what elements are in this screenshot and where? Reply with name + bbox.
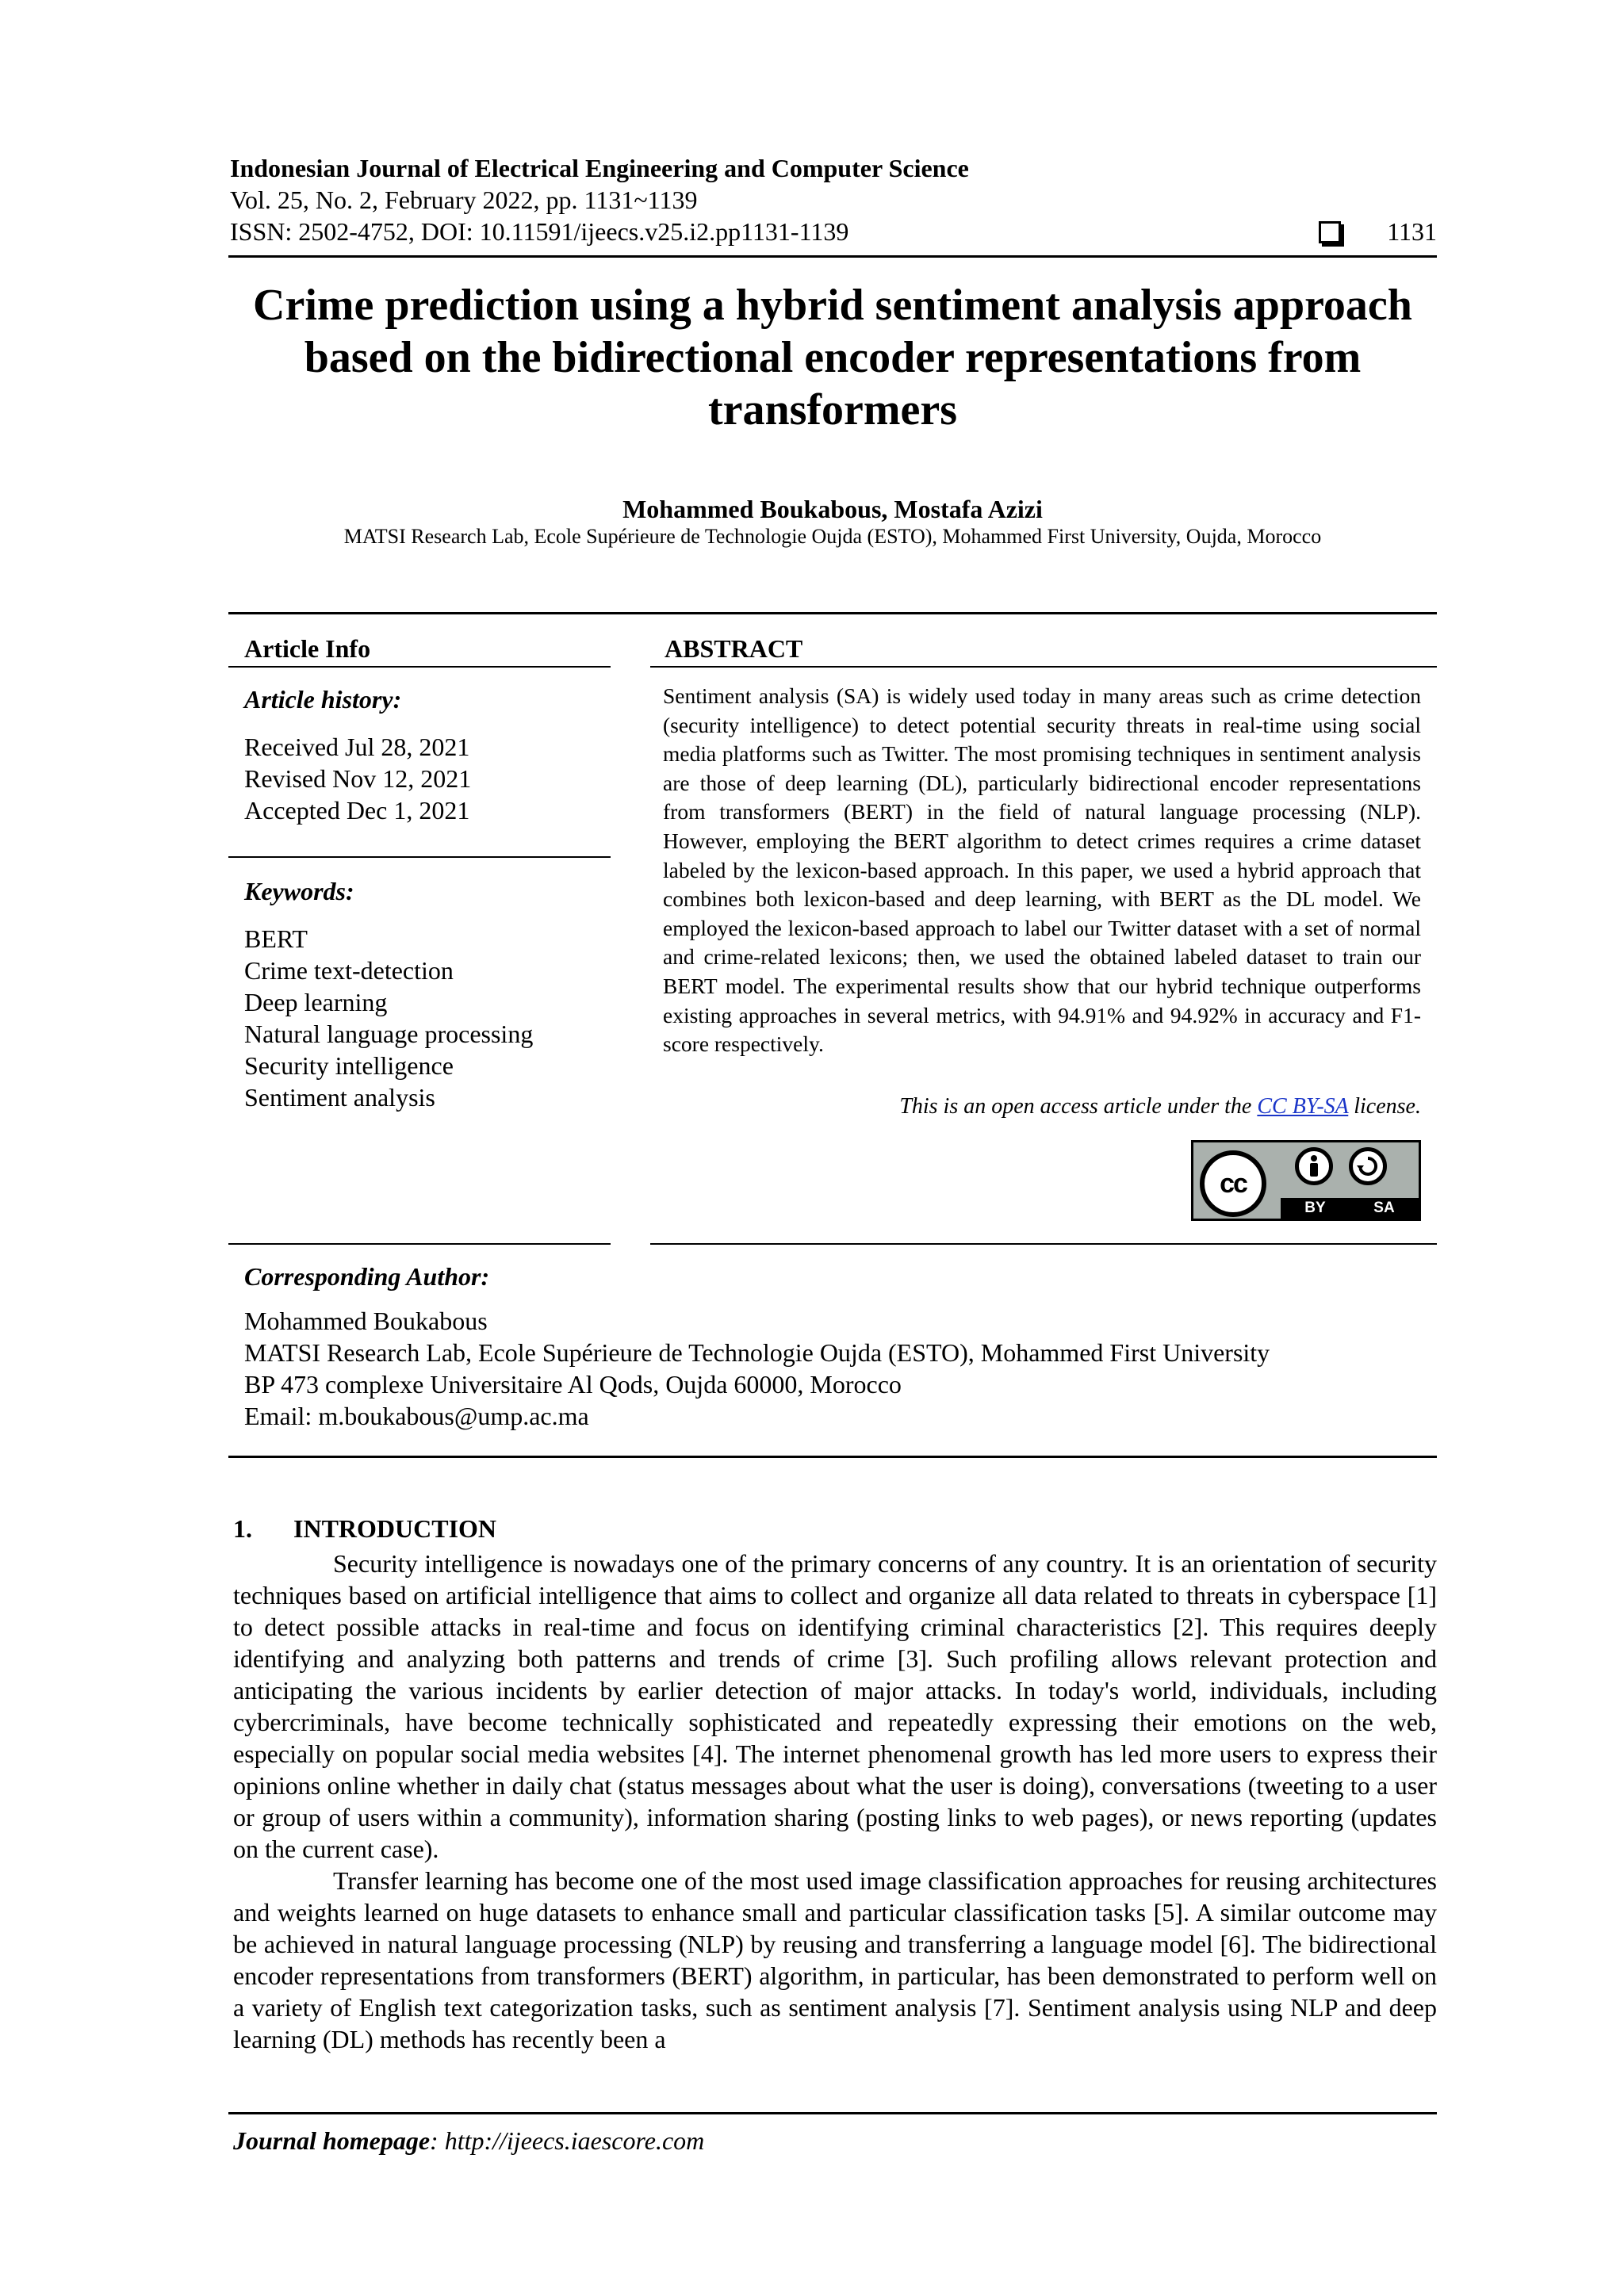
- license-suffix: license.: [1354, 1094, 1421, 1119]
- share-alike-icon: [1349, 1147, 1387, 1185]
- keyword-item: BERT: [244, 924, 308, 953]
- corr-affiliation: MATSI Research Lab, Ecole Supérieure de Technologie Oujda (ESTO), Mohammed First University: [244, 1338, 1270, 1367]
- keyword-item: Deep learning: [244, 988, 388, 1016]
- info-bottom-rule: [228, 1456, 1437, 1458]
- homepage-label: Journal homepage: [233, 2126, 431, 2155]
- section-heading-introduction: [233, 1514, 496, 1544]
- article-history-heading: Article history:: [244, 685, 402, 714]
- corr-email: Email: m.boukabous@ump.ac.ma: [244, 1402, 589, 1430]
- right-bottom-rule: [650, 1243, 1437, 1245]
- license-statement: [663, 1094, 1421, 1119]
- abstract-rule: [650, 666, 1437, 668]
- author-affiliation: MATSI Research Lab, Ecole Supérieure de Technologie Oujda (ESTO), Mohammed First University, Oujda, Morocco: [343, 525, 1322, 548]
- abstract-text: Sentiment analysis (SA) is widely used today in many areas such as crime detection (security intelligence) to detect potential security threats in real-time using social media platforms such as Twitter. The most promising techniques in sentiment analysis are those of deep learning (DL), particularly bidirectional encoder representations from transformers (BERT) in the field of natural language processing (NLP). However, employing the BERT algorithm to detect crimes requires a crime dataset labeled by the lexicon-based approach. In this paper, we used a hybrid approach that combines both lexicon-based and deep learning, with BERT as the DL model. We employed the lexicon-based approach to label our Twitter dataset with a set of normal and crime-related lexicons; then, we used the obtained labeled dataset to train our BERT model. The experimental results show that our hybrid technique outperforms existing approaches in several metrics, with 94.91% and 94.92% in accuracy and F1-score respectively.: [663, 683, 1421, 1057]
- keywords-rule: [228, 856, 611, 858]
- page-number-block: [1319, 217, 1437, 247]
- paper-authors: Mohammed Boukabous, Mostafa Azizi: [622, 495, 1043, 523]
- history-received: Received Jul 28, 2021: [244, 733, 470, 761]
- intro-paragraph-2: Transfer learning has become one of the most used image classification approaches for reusing architectures and weights learned on huge datasets to enhance small and particular classification tasks [5]. A similar outcome may be achieved in natural language processing (NLP) by reusing and transferring a language model [6]. The bidirectional encoder representations from transformers (BERT) algorithm, in particular, has been demonstrated to perform well on a variety of English text categorization tasks, such as sentiment analysis [7]. Sentiment analysis using NLP and deep learning (DL) methods has recently been a: [233, 1866, 1437, 2053]
- article-info-rule: [228, 666, 611, 668]
- corresponding-author-details: [244, 1305, 1270, 1432]
- keywords-heading: Keywords:: [244, 877, 354, 905]
- homepage-url[interactable]: : http://ijeecs.iaescore.com: [430, 2126, 705, 2155]
- info-top-rule: [228, 612, 1437, 614]
- section-title: INTRODUCTION: [293, 1514, 497, 1543]
- keywords-list: [244, 923, 533, 1113]
- keyword-item: Security intelligence: [244, 1051, 454, 1080]
- footer-rule: [228, 2112, 1437, 2114]
- cc-icon: cc: [1200, 1150, 1266, 1217]
- corr-address: BP 473 complexe Universitaire Al Qods, Oujda 60000, Morocco: [244, 1370, 902, 1399]
- history-revised: Revised Nov 12, 2021: [244, 764, 472, 793]
- paper-title: Crime prediction using a hybrid sentiment analysis approach based on the bidirectional encoder representations from transformers: [253, 281, 1412, 434]
- license-link[interactable]: CC BY-SA: [1257, 1094, 1349, 1119]
- square-box-icon: [1319, 221, 1341, 243]
- keyword-item: Sentiment analysis: [244, 1083, 435, 1112]
- history-accepted: Accepted Dec 1, 2021: [244, 796, 470, 825]
- corr-name: Mohammed Boukabous: [244, 1307, 488, 1335]
- page-number: 1131: [1387, 217, 1437, 246]
- article-info-heading: Article Info: [244, 634, 371, 663]
- journal-homepage: [233, 2126, 704, 2156]
- license-prefix: This is an open access article under the: [899, 1094, 1252, 1119]
- attribution-icon: [1295, 1147, 1333, 1185]
- corresponding-author-heading: Corresponding Author:: [244, 1262, 490, 1291]
- badge-label-bar: [1281, 1198, 1419, 1219]
- abstract-heading: ABSTRACT: [665, 634, 803, 663]
- header-rule: [228, 255, 1437, 258]
- issn-doi: ISSN: 2502-4752, DOI: 10.11591/ijeecs.v25.i2.pp1131-1139: [230, 217, 849, 246]
- badge-by-label: BY: [1304, 1200, 1326, 1216]
- article-history: [244, 731, 471, 826]
- cc-by-sa-badge[interactable]: [1191, 1140, 1421, 1221]
- left-bottom-rule: [228, 1243, 611, 1245]
- keyword-item: Crime text-detection: [244, 956, 454, 985]
- volume-info: Vol. 25, No. 2, February 2022, pp. 1131~1139: [230, 186, 698, 214]
- journal-name: Indonesian Journal of Electrical Engineering and Computer Science: [230, 154, 969, 182]
- section-number: 1.: [233, 1514, 252, 1543]
- intro-paragraph-1: Security intelligence is nowadays one of the primary concerns of any country. It is an orientation of security techniques based on artificial intelligence that aims to collect and organize all data related to threats in cyberspace [1] to detect possible attacks in real-time and focus on identifying criminal characteristics [2]. This requires deeply identifying and analyzing both patterns and trends of crime [3]. Such profiling allows relevant protection and anticipating the various incidents by earlier detection of major attacks. In today's world, individuals, including cybercriminals, have become technically sophisticated and repeatedly expressing their emotions on the web, especially on popular social media websites [4]. The internet phenomenal growth has led more users to express their opinions online whether in daily chat (status messages about what the user is doing), conversations (tweeting to a user or group of users within a community), information sharing (posting links to web pages), or news reporting (updates on the current case).: [233, 1549, 1437, 1863]
- keyword-item: Natural language processing: [244, 1020, 534, 1048]
- badge-sa-label: SA: [1373, 1200, 1395, 1216]
